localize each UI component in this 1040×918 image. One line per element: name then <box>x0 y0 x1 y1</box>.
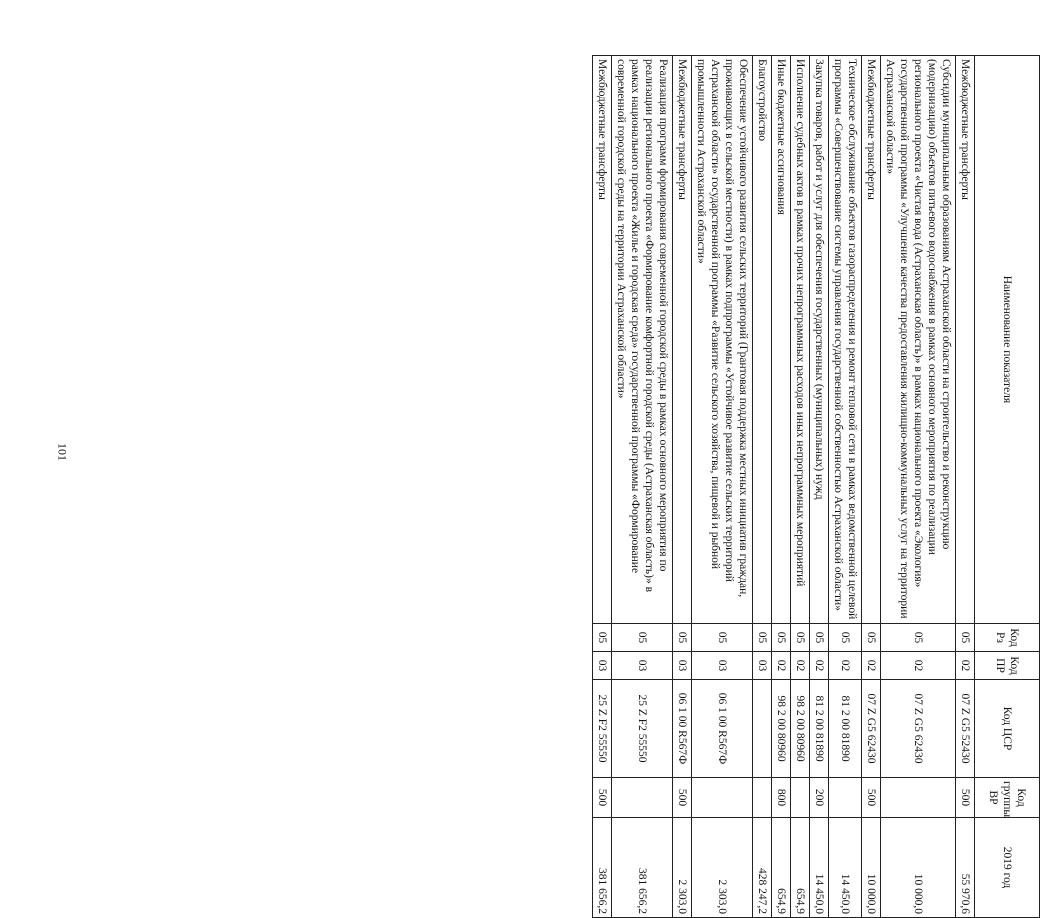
table-row <box>592 56 611 918</box>
cell-vr: 800 <box>771 778 790 818</box>
header-vr: Код группы ВР <box>975 778 1040 818</box>
cell-pr: 02 <box>790 652 809 680</box>
cell-vr <box>828 778 861 818</box>
cell-vr <box>752 778 771 818</box>
cell-pr: 03 <box>672 652 691 680</box>
cell-year: 381 656,2 <box>592 818 611 918</box>
cell-year: 2 303,0 <box>691 818 752 918</box>
cell-csr: 07 Z G5 62430 <box>880 680 955 778</box>
cell-name: Обеспечение устойчивого развития сельских территорий (Грантовая поддержка местных инициатив граждан, проживающих в сельской местности) в рамках подпрограммы «Устойчивое развитие сельских территорий Астраханской области» государственной программы «Развитие сельского хозяйства, пищевой и рыбной промышленности Астраханской области» <box>691 56 752 624</box>
cell-csr: 25 Z F2 55550 <box>592 680 611 778</box>
page-number: 101 <box>55 443 70 461</box>
cell-name: Субсидии муниципальным образованиям Астраханской области на строительство и реконструкцию (модернизацию) объектов питьевого водоснабжения в рамках основного мероприятия по реализации регионального проекта «Чистая вода (Астраханская область)» в рамках национального проекта «Экология» государственной программы «Улучшение качества предоставления жилищно-коммунальных услуг на территории Астраханской области» <box>880 56 955 624</box>
cell-vr <box>790 778 809 818</box>
cell-vr: 500 <box>672 778 691 818</box>
table-row <box>691 56 752 918</box>
table-row <box>771 56 790 918</box>
table-row <box>861 56 880 918</box>
cell-pr: 03 <box>611 652 672 680</box>
cell-vr: 500 <box>955 778 974 818</box>
cell-year: 14 450,0 <box>828 818 861 918</box>
cell-vr <box>880 778 955 818</box>
cell-name: Реализация программ формирования современной городской среды в рамках основного мероприятия по реализации регионального проекта «Формирование комфортной городской среды (Астраханская область)» в рамках национального проекта «Жилье и городская среда» государственной программы «Формирование современной городской среды на территории Астраханской области» <box>611 56 672 624</box>
cell-rz: 05 <box>828 624 861 652</box>
cell-pr: 03 <box>691 652 752 680</box>
cell-pr: 02 <box>771 652 790 680</box>
cell-year: 428 247,2 <box>752 818 771 918</box>
cell-vr: 500 <box>861 778 880 818</box>
cell-year: 381 656,2 <box>611 818 672 918</box>
cell-rz: 05 <box>809 624 828 652</box>
cell-year: 654,9 <box>771 818 790 918</box>
header-rz: Код Рз <box>975 624 1040 652</box>
cell-year: 14 450,0 <box>809 818 828 918</box>
rotated-table-container <box>580 55 1040 917</box>
cell-rz: 05 <box>592 624 611 652</box>
budget-table <box>592 55 1040 918</box>
cell-year: 55 970,6 <box>955 818 974 918</box>
table-row <box>955 56 974 918</box>
cell-rz: 05 <box>955 624 974 652</box>
cell-pr: 02 <box>955 652 974 680</box>
cell-year: 10 000,0 <box>880 818 955 918</box>
table-row <box>880 56 955 918</box>
header-year: 2019 год <box>975 818 1040 918</box>
cell-csr: 06 1 00 R567Ф <box>691 680 752 778</box>
cell-vr: 500 <box>592 778 611 818</box>
cell-name: Межбюджетные трансферты <box>672 56 691 624</box>
cell-rz: 05 <box>790 624 809 652</box>
cell-rz: 05 <box>672 624 691 652</box>
cell-rz: 05 <box>752 624 771 652</box>
cell-name: Закупка товаров, работ и услуг для обеспечения государственных (муниципальных) нужд <box>809 56 828 624</box>
table-row <box>752 56 771 918</box>
table-row <box>809 56 828 918</box>
cell-vr <box>691 778 752 818</box>
cell-name: Межбюджетные трансферты <box>861 56 880 624</box>
cell-name: Техническое обслуживание объектов газораспределения и ремонт тепловой сети в рамках ведомственной целевой программы «Совершенствование системы управления государственной собственностью Астраханской области» <box>828 56 861 624</box>
cell-csr <box>752 680 771 778</box>
table-row <box>611 56 672 918</box>
cell-csr: 07 Z G5 52430 <box>955 680 974 778</box>
cell-pr: 02 <box>809 652 828 680</box>
table-row <box>790 56 809 918</box>
cell-rz: 05 <box>861 624 880 652</box>
cell-vr <box>611 778 672 818</box>
cell-csr: 98 2 00 80960 <box>790 680 809 778</box>
table-header-row <box>975 56 1040 918</box>
cell-year: 654,9 <box>790 818 809 918</box>
cell-csr: 81 2 00 81890 <box>809 680 828 778</box>
table-row <box>828 56 861 918</box>
cell-pr: 02 <box>880 652 955 680</box>
cell-csr: 06 1 00 R567Ф <box>672 680 691 778</box>
cell-vr: 200 <box>809 778 828 818</box>
cell-csr: 81 2 00 81890 <box>828 680 861 778</box>
cell-rz: 05 <box>691 624 752 652</box>
cell-pr: 02 <box>861 652 880 680</box>
cell-pr: 03 <box>592 652 611 680</box>
cell-name: Исполнение судебных актов в рамках прочих непрограммных расходов иных непрограммных мероприятий <box>790 56 809 624</box>
header-csr: Код ЦСР <box>975 680 1040 778</box>
header-pr: Код ПР <box>975 652 1040 680</box>
cell-name: Благоустройство <box>752 56 771 624</box>
cell-year: 2 303,0 <box>672 818 691 918</box>
table-row <box>672 56 691 918</box>
cell-year: 10 000,0 <box>861 818 880 918</box>
cell-name: Межбюджетные трансферты <box>592 56 611 624</box>
cell-csr: 98 2 00 80960 <box>771 680 790 778</box>
cell-csr: 25 Z F2 55550 <box>611 680 672 778</box>
cell-name: Иные бюджетные ассигнования <box>771 56 790 624</box>
cell-rz: 05 <box>611 624 672 652</box>
header-name: Наименование показателя <box>975 56 1040 624</box>
cell-pr: 02 <box>828 652 861 680</box>
cell-name: Межбюджетные трансферты <box>955 56 974 624</box>
cell-rz: 05 <box>771 624 790 652</box>
cell-rz: 05 <box>880 624 955 652</box>
cell-csr: 07 Z G5 62430 <box>861 680 880 778</box>
cell-pr: 03 <box>752 652 771 680</box>
